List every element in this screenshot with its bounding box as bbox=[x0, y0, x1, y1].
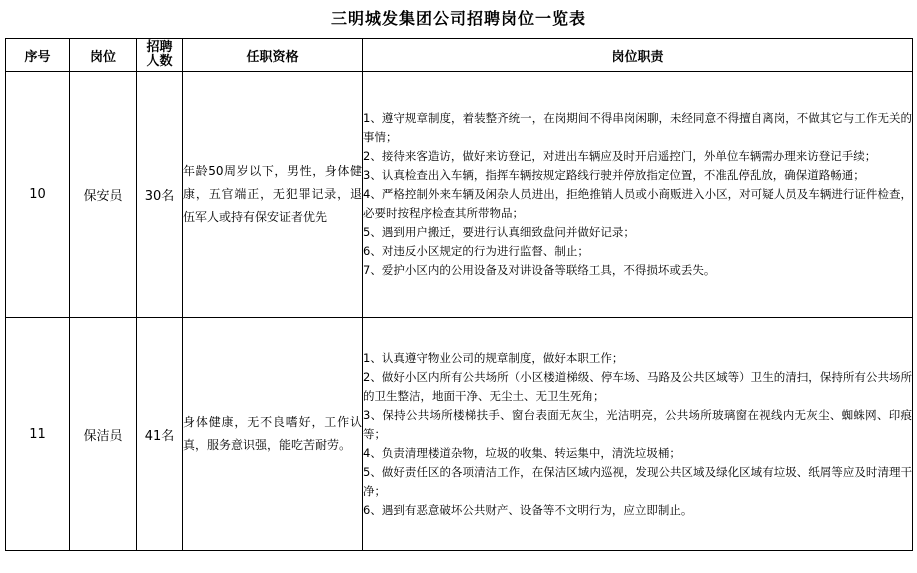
duty-item: 7、爱护小区内的公用设备及对讲设备等联络工具，不得损坏或丢失。 bbox=[363, 263, 716, 277]
row-duties bbox=[363, 72, 913, 318]
header-qualification: 任职资格 bbox=[183, 39, 363, 72]
duty-item: 5、做好责任区的各项清洁工作，在保洁区域内巡视，发现公共区域及绿化区域有垃圾、纸屑等应及时清理干净； bbox=[363, 464, 912, 498]
row-qualification: 身体健康，无不良嗜好，工作认真，服务意识强，能吃苦耐劳。 bbox=[183, 318, 363, 551]
document-title: 三明城发集团公司招聘岗位一览表 bbox=[330, 9, 586, 28]
row-number: 11 bbox=[6, 318, 70, 551]
header-no: 序号 bbox=[6, 39, 70, 72]
duty-item: 2、接待来客造访，做好来访登记，对进出车辆应及时开启遥控门，外单位车辆需办理来访登记手续； bbox=[363, 149, 877, 163]
row-count: 30名 bbox=[137, 72, 183, 318]
duty-item: 2、做好小区内所有公共场所（小区楼道梯级、停车场、马路及公共区域等）卫生的清扫，保持所有公共场所的卫生整洁，地面干净、无尘土、无卫生死角； bbox=[363, 369, 912, 403]
duty-item: 4、严格控制外来车辆及闲杂人员进出，拒绝推销人员或小商贩进入小区，对可疑人员及车辆进行证件检查，必要时按程序检查其所带物品； bbox=[363, 187, 912, 220]
table-row bbox=[6, 318, 913, 551]
duty-item: 3、认真检查出入车辆，指挥车辆按规定路线行驶并停放指定位置，不准乱停乱放，确保道路畅通； bbox=[363, 168, 865, 182]
recruitment-table bbox=[5, 38, 913, 551]
header-duties: 岗位职责 bbox=[363, 39, 913, 72]
header-row bbox=[6, 39, 913, 72]
table-row bbox=[6, 72, 913, 318]
row-count: 41名 bbox=[137, 318, 183, 551]
row-position: 保洁员 bbox=[70, 318, 137, 551]
header-count-line1: 招聘 bbox=[146, 40, 173, 55]
header-count-line2: 人数 bbox=[146, 54, 173, 69]
row-qualification: 年龄50周岁以下，男性，身体健康，五官端正，无犯罪记录，退伍军人或持有保安证者优先 bbox=[183, 72, 363, 318]
row-number: 10 bbox=[6, 72, 70, 318]
duty-item: 6、对违反小区规定的行为进行监督、制止； bbox=[363, 244, 589, 258]
duty-item: 3、保持公共场所楼梯扶手、窗台表面无灰尘，光洁明亮，公共场所玻璃窗在视线内无灰尘、蜘蛛网、印痕等； bbox=[363, 407, 912, 441]
duty-item: 6、遇到有恶意破坏公共财产、设备等不文明行为，应立即制止。 bbox=[363, 502, 693, 517]
row-duties bbox=[363, 318, 913, 551]
duty-item: 1、遵守规章制度，着装整齐统一，在岗期间不得串岗闲聊，未经同意不得擅自离岗，不做其它与工作无关的事情； bbox=[363, 111, 912, 144]
header-count bbox=[137, 39, 183, 72]
duty-item: 4、负责清理楼道杂物，垃圾的收集、转运集中，清洗垃圾桶； bbox=[363, 445, 681, 460]
duty-item: 5、遇到用户搬迁，要进行认真细致盘问并做好记录； bbox=[363, 225, 635, 239]
header-position: 岗位 bbox=[70, 39, 137, 72]
row-position: 保安员 bbox=[70, 72, 137, 318]
duty-item: 1、认真遵守物业公司的规章制度，做好本职工作； bbox=[363, 350, 624, 365]
table-header bbox=[6, 39, 913, 72]
